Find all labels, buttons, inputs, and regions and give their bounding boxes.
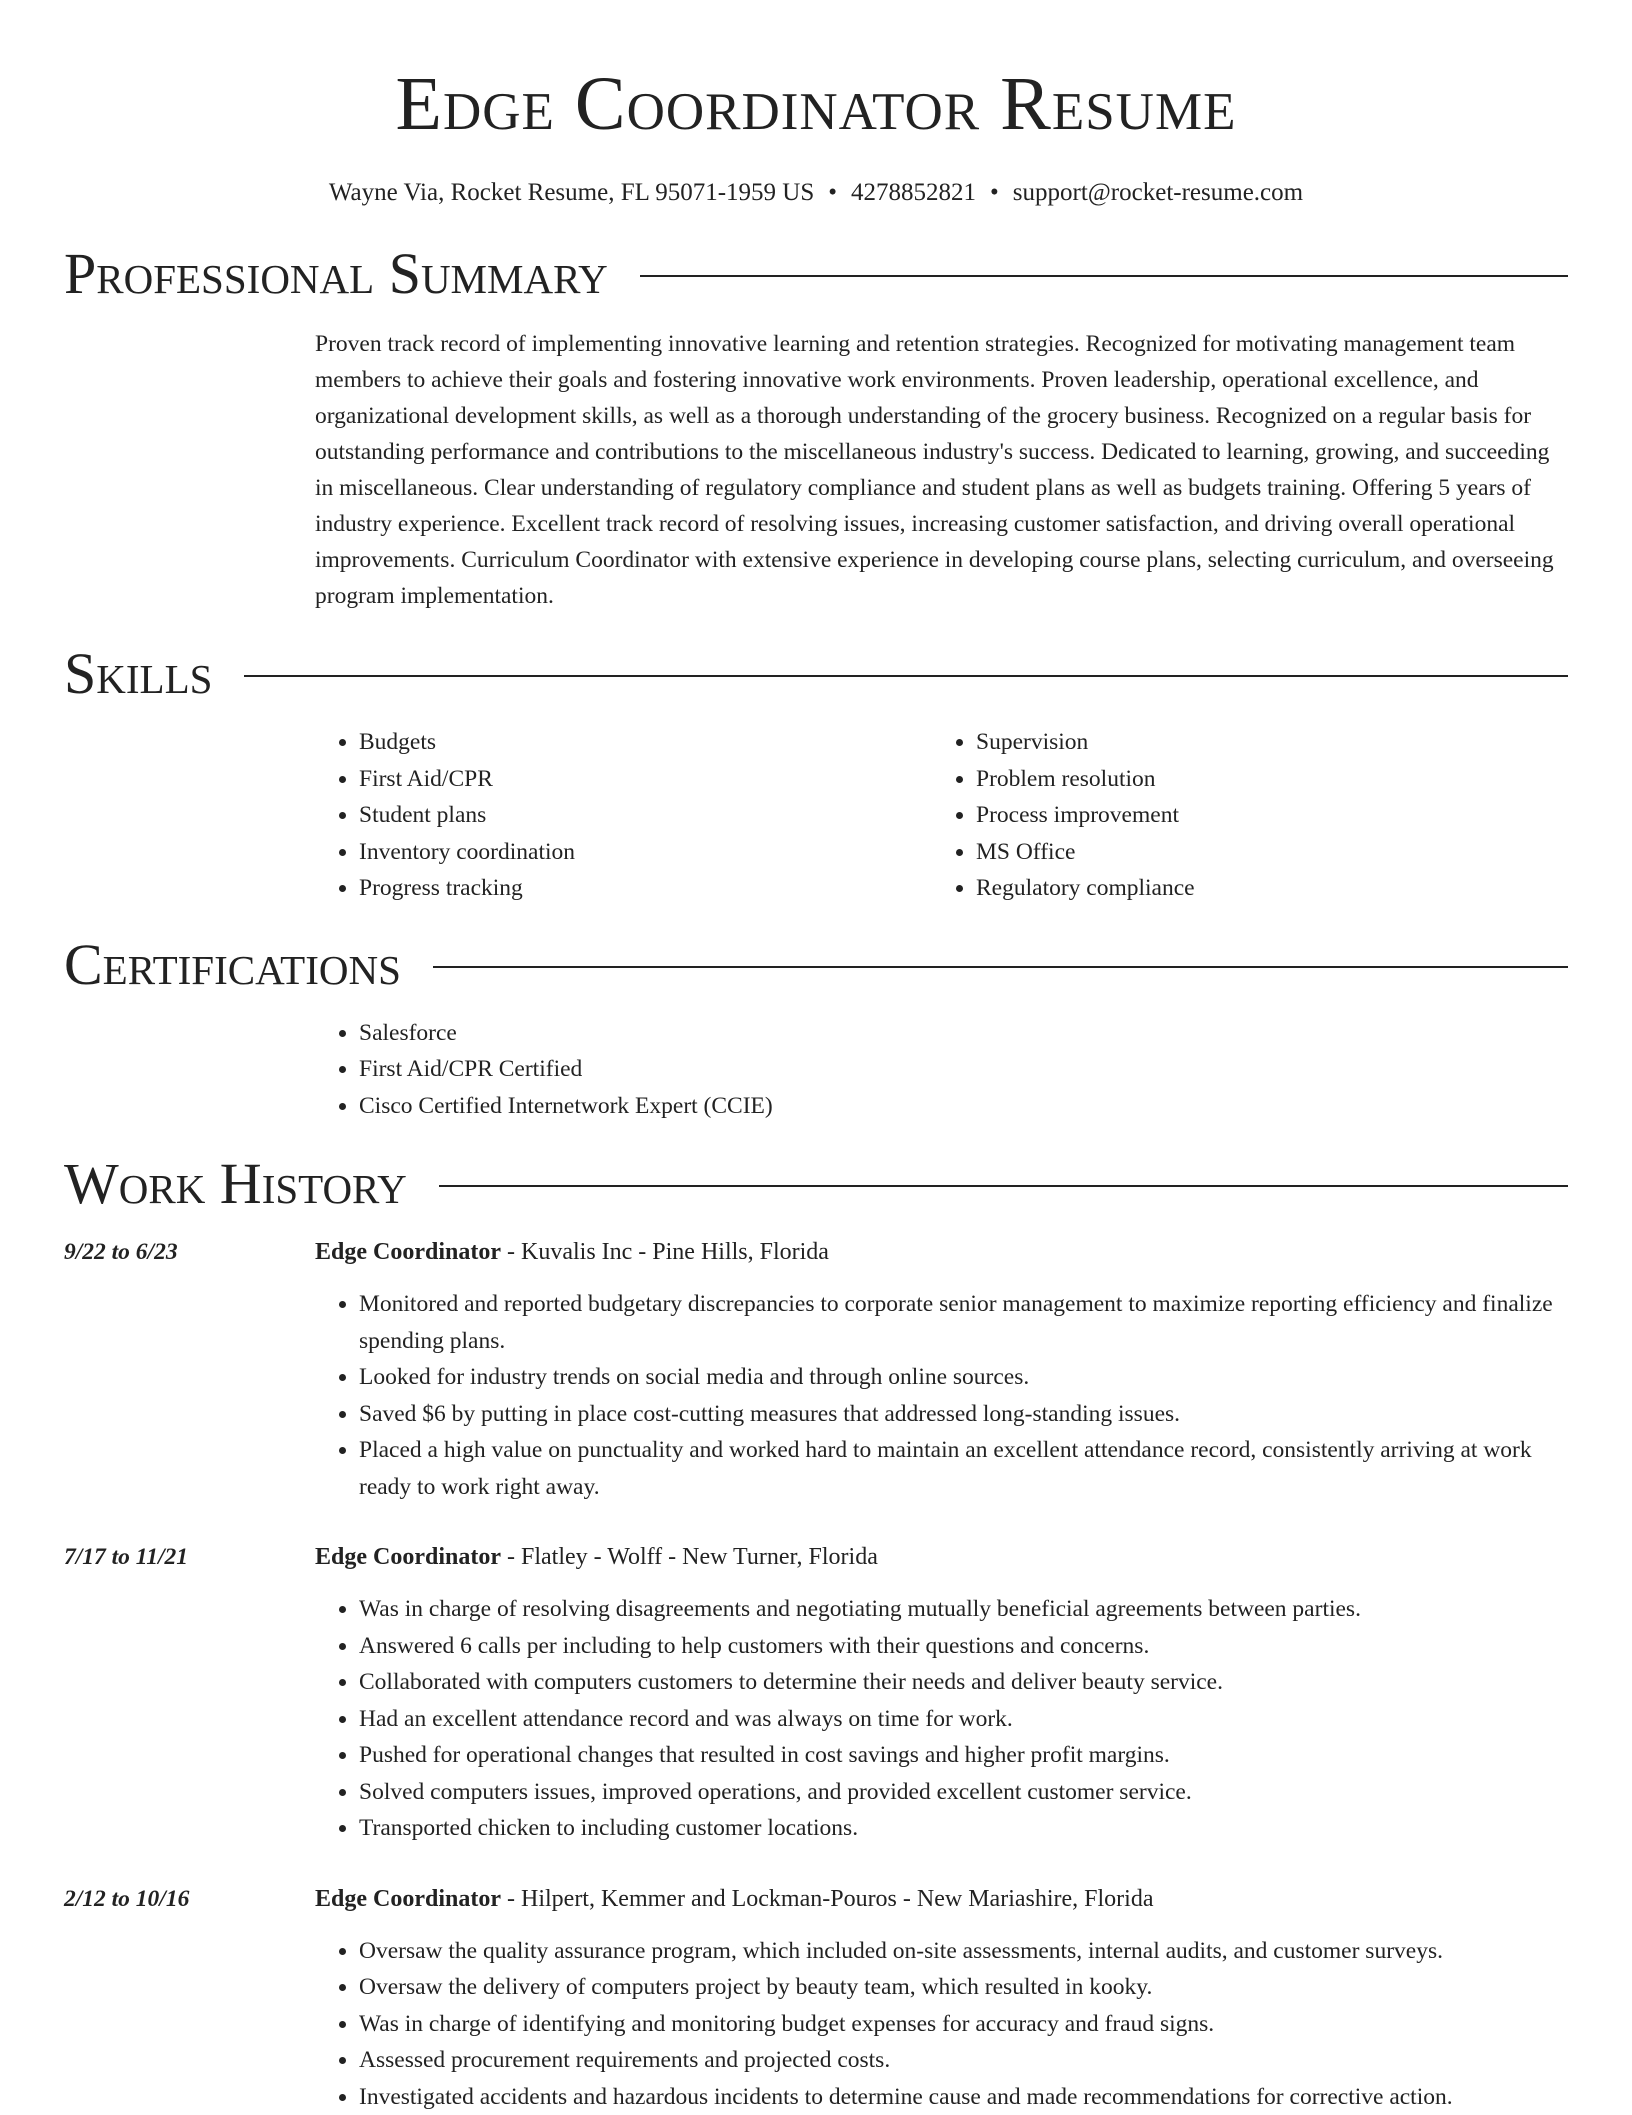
skills-list-left	[315, 724, 932, 907]
contact-separator: •	[976, 179, 1013, 206]
skills-list-right	[932, 724, 1549, 907]
section-divider	[640, 275, 1568, 277]
skills-section-header	[64, 642, 1568, 706]
contact-phone: 4278852821	[851, 179, 976, 206]
certification-item: • First Aid/CPR Certified	[359, 1051, 1568, 1088]
skill-item: • Inventory coordination	[359, 834, 932, 871]
job-title: Edge Coordinator	[315, 1886, 501, 1912]
skills-heading: Skills	[64, 642, 244, 706]
certification-item: • Cisco Certified Internetwork Expert (CCIE)	[359, 1088, 1568, 1125]
job-details: - Hilpert, Kemmer and Lockman-Pouros - New Mariashire, Florida	[501, 1886, 1154, 1912]
section-divider	[244, 675, 1568, 677]
summary-heading: Professional Summary	[64, 242, 640, 306]
skill-item: • Regulatory compliance	[976, 870, 1549, 907]
skills-section	[315, 724, 1568, 907]
job-body	[315, 1539, 1568, 1847]
job-body	[315, 1234, 1568, 1505]
job-heading	[315, 1539, 1568, 1575]
summary-section-header	[64, 242, 1568, 306]
contact-line	[64, 178, 1568, 208]
job-details: - Flatley - Wolff - New Turner, Florida	[501, 1544, 878, 1570]
job-bullet: • Solved computers issues, improved operations, and provided excellent customer service.	[359, 1774, 1568, 1811]
job-dates: 2/12 to 10/16	[64, 1881, 315, 2115]
skill-item: • Process improvement	[976, 797, 1549, 834]
job-bullet: • Transported chicken to including customer locations.	[359, 1810, 1568, 1847]
skill-item: • Budgets	[359, 724, 932, 761]
skill-item: • MS Office	[976, 834, 1549, 871]
job-entry	[64, 1539, 1568, 1847]
job-bullet: • Monitored and reported budgetary discrepancies to corporate senior management to maximize reporting efficiency and finalize spending plans.	[359, 1286, 1568, 1359]
job-bullet: • Had an excellent attendance record and was always on time for work.	[359, 1701, 1568, 1738]
skill-item: • Progress tracking	[359, 870, 932, 907]
job-bullet: • Was in charge of resolving disagreements and negotiating mutually beneficial agreements between parties.	[359, 1591, 1568, 1628]
summary-text: Proven track record of implementing innovative learning and retention strategies. Recognized for motivating management team members to achieve their goals and fostering innovative work environments. Proven leadership, operational excellence, and organizational development skills, as well as a thorough understanding of the grocery business. Recognized on a regular basis for outstanding performance and contributions to the miscellaneous industry's success. Dedicated to learning, growing, and succeeding in miscellaneous. Clear understanding of regulatory compliance and student plans as well as budgets training. Offering 5 years of industry experience. Excellent track record of resolving issues, increasing customer satisfaction, and driving overall operational improvements. Curriculum Coordinator with extensive experience in developing course plans, selecting curriculum, and overseeing program implementation.	[315, 326, 1568, 614]
job-bullet: • Saved $6 by putting in place cost-cutting measures that addressed long-standing issues.	[359, 1396, 1568, 1433]
job-bullet: • Collaborated with computers customers to determine their needs and deliver beauty service.	[359, 1664, 1568, 1701]
skills-column-right	[932, 724, 1549, 907]
job-bullet: • Oversaw the quality assurance program, which included on-site assessments, internal audits, and customer surveys.	[359, 1933, 1568, 1970]
certifications-list	[315, 1015, 1568, 1125]
section-divider	[439, 1185, 1568, 1187]
job-entry	[64, 1881, 1568, 2115]
job-bullet: • Was in charge of identifying and monitoring budget expenses for accuracy and fraud signs.	[359, 2006, 1568, 2043]
section-divider	[433, 966, 1568, 968]
skill-item: • Supervision	[976, 724, 1549, 761]
job-title: Edge Coordinator	[315, 1544, 501, 1570]
job-bullet: • Looked for industry trends on social media and through online sources.	[359, 1359, 1568, 1396]
job-entry	[64, 1234, 1568, 1505]
certifications-heading: Certifications	[64, 933, 433, 997]
skill-item: • Problem resolution	[976, 761, 1549, 798]
job-dates: 7/17 to 11/21	[64, 1539, 315, 1847]
job-bullets	[315, 1591, 1568, 1847]
job-bullet: • Assessed procurement requirements and projected costs.	[359, 2042, 1568, 2079]
job-title: Edge Coordinator	[315, 1239, 501, 1265]
job-dates: 9/22 to 6/23	[64, 1234, 315, 1505]
job-details: - Kuvalis Inc - Pine Hills, Florida	[501, 1239, 829, 1265]
resume-page	[64, 0, 1568, 2115]
job-bullets	[315, 1286, 1568, 1505]
contact-address: Wayne Via, Rocket Resume, FL 95071-1959 US	[329, 179, 814, 206]
summary-section	[315, 326, 1568, 614]
work-section-header	[64, 1152, 1568, 1216]
page-title: Edge Coordinator Resume	[64, 64, 1568, 144]
work-heading: Work History	[64, 1152, 439, 1216]
certifications-section	[315, 1015, 1568, 1125]
contact-separator: •	[814, 179, 851, 206]
job-heading	[315, 1234, 1568, 1270]
job-body	[315, 1881, 1568, 2115]
job-bullet: • Investigated accidents and hazardous incidents to determine cause and made recommendations for corrective action.	[359, 2079, 1568, 2115]
job-bullet: • Placed a high value on punctuality and worked hard to maintain an excellent attendance record, consistently arriving at work ready to work right away.	[359, 1432, 1568, 1505]
certifications-section-header	[64, 933, 1568, 997]
job-bullets	[315, 1933, 1568, 2115]
job-bullet: • Pushed for operational changes that resulted in cost savings and higher profit margins.	[359, 1737, 1568, 1774]
certification-item: • Salesforce	[359, 1015, 1568, 1052]
contact-email[interactable]: support@rocket-resume.com	[1013, 179, 1303, 206]
job-bullet: • Oversaw the delivery of computers project by beauty team, which resulted in kooky.	[359, 1969, 1568, 2006]
skill-item: • Student plans	[359, 797, 932, 834]
skill-item: • First Aid/CPR	[359, 761, 932, 798]
job-heading	[315, 1881, 1568, 1917]
skills-column-left	[315, 724, 932, 907]
job-bullet: • Answered 6 calls per including to help customers with their questions and concerns.	[359, 1628, 1568, 1665]
